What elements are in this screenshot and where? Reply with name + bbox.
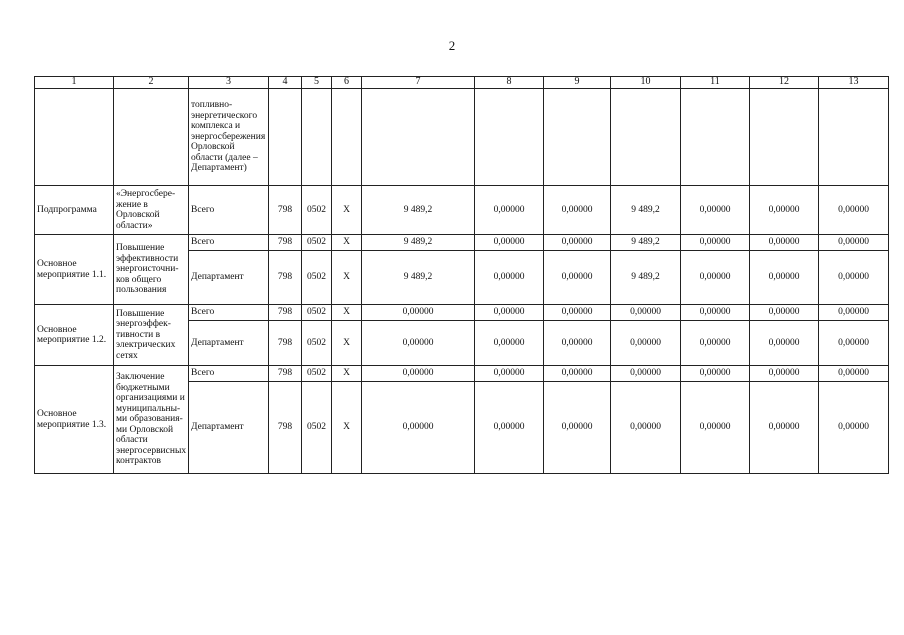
measure-row xyxy=(35,305,889,321)
executor-cell: Всего xyxy=(189,235,269,251)
table-cell xyxy=(114,89,189,186)
value-cell: 0,00000 xyxy=(475,366,544,382)
grbs-code-cell: 798 xyxy=(269,321,302,366)
target-code-cell: Х xyxy=(332,251,362,305)
value-cell: 0,00000 xyxy=(819,305,889,321)
measure-row xyxy=(35,366,889,382)
executor-cell: Департамент xyxy=(189,321,269,366)
value-cell: 0,00000 xyxy=(611,366,681,382)
value-cell: 0,00000 xyxy=(819,366,889,382)
value-cell: 0,00000 xyxy=(750,366,819,382)
section-code-cell: 0502 xyxy=(302,382,332,474)
column-number: 11 xyxy=(681,77,750,89)
table-cell xyxy=(35,89,114,186)
value-cell: 0,00000 xyxy=(475,321,544,366)
value-cell: 0,00000 xyxy=(544,235,611,251)
column-number: 2 xyxy=(114,77,189,89)
value-cell: 0,00000 xyxy=(475,305,544,321)
value-cell: 0,00000 xyxy=(681,305,750,321)
grbs-code-cell: 798 xyxy=(269,366,302,382)
column-number: 7 xyxy=(362,77,475,89)
target-code-cell: Х xyxy=(332,382,362,474)
table-cell xyxy=(475,89,544,186)
value-cell: 0,00000 xyxy=(475,382,544,474)
table-cell xyxy=(819,89,889,186)
value-cell: 0,00000 xyxy=(544,321,611,366)
value-cell: 0,00000 xyxy=(544,186,611,235)
continuation-row xyxy=(35,89,889,186)
value-cell: 0,00000 xyxy=(611,382,681,474)
target-code-cell: Х xyxy=(332,186,362,235)
section-code-cell: 0502 xyxy=(302,366,332,382)
executor-cell: Всего xyxy=(189,305,269,321)
section-code-cell: 0502 xyxy=(302,305,332,321)
value-cell: 0,00000 xyxy=(750,251,819,305)
value-cell: 0,00000 xyxy=(362,366,475,382)
value-cell: 0,00000 xyxy=(611,321,681,366)
value-cell: 0,00000 xyxy=(681,235,750,251)
target-code-cell: Х xyxy=(332,305,362,321)
grbs-code-cell: 798 xyxy=(269,235,302,251)
value-cell: 0,00000 xyxy=(544,366,611,382)
measure-row xyxy=(35,235,889,251)
value-cell: 0,00000 xyxy=(819,321,889,366)
value-cell: 0,00000 xyxy=(681,321,750,366)
section-code-cell: 0502 xyxy=(302,321,332,366)
table-cell xyxy=(750,89,819,186)
value-cell: 0,00000 xyxy=(819,251,889,305)
value-cell: 0,00000 xyxy=(750,382,819,474)
column-number: 3 xyxy=(189,77,269,89)
page-number: 2 xyxy=(448,38,456,53)
executor-cell: Департамент xyxy=(189,382,269,474)
section-code-cell: 0502 xyxy=(302,186,332,235)
row-title-cell: «Энергосбере-жение в Орловской области» xyxy=(114,186,189,235)
value-cell: 0,00000 xyxy=(362,382,475,474)
section-code-cell: 0502 xyxy=(302,251,332,305)
column-number: 4 xyxy=(269,77,302,89)
column-number: 13 xyxy=(819,77,889,89)
subprogram-row xyxy=(35,186,889,235)
table-cell xyxy=(681,89,750,186)
value-cell: 9 489,2 xyxy=(611,235,681,251)
table-cell xyxy=(332,89,362,186)
column-number: 12 xyxy=(750,77,819,89)
table-cell xyxy=(362,89,475,186)
column-number: 8 xyxy=(475,77,544,89)
column-number: 6 xyxy=(332,77,362,89)
value-cell: 9 489,2 xyxy=(611,186,681,235)
budget-table xyxy=(34,76,889,474)
value-cell: 0,00000 xyxy=(681,366,750,382)
table-cell xyxy=(269,89,302,186)
responsible-executor-cell: топливно-энергетического комплекса и энергосбережения Орловской области (далее – Департамент) xyxy=(189,89,269,186)
section-code-cell: 0502 xyxy=(302,235,332,251)
row-type-cell: Подпрограмма xyxy=(35,186,114,235)
value-cell: 0,00000 xyxy=(362,305,475,321)
row-title-cell: Заключение бюджетными организациями и муниципальны-ми образования-ми Орловской области энергосервисных контрактов xyxy=(114,366,189,474)
value-cell: 9 489,2 xyxy=(611,251,681,305)
value-cell: 9 489,2 xyxy=(362,251,475,305)
value-cell: 0,00000 xyxy=(475,186,544,235)
table-cell xyxy=(611,89,681,186)
value-cell: 0,00000 xyxy=(362,321,475,366)
value-cell: 0,00000 xyxy=(475,251,544,305)
grbs-code-cell: 798 xyxy=(269,382,302,474)
grbs-code-cell: 798 xyxy=(269,251,302,305)
table-cell xyxy=(302,89,332,186)
grbs-code-cell: 798 xyxy=(269,186,302,235)
row-title-cell: Повышение эффективности энергоисточни-ков общего пользования xyxy=(114,235,189,305)
value-cell: 0,00000 xyxy=(819,382,889,474)
target-code-cell: Х xyxy=(332,235,362,251)
executor-cell: Всего xyxy=(189,186,269,235)
column-number-row xyxy=(35,77,889,89)
value-cell: 0,00000 xyxy=(475,235,544,251)
value-cell: 9 489,2 xyxy=(362,235,475,251)
row-title-cell: Повышение энергоэффек-тивности в электрических сетях xyxy=(114,305,189,366)
column-number: 9 xyxy=(544,77,611,89)
value-cell: 0,00000 xyxy=(544,382,611,474)
row-type-cell: Основное мероприятие 1.1. xyxy=(35,235,114,305)
value-cell: 0,00000 xyxy=(544,251,611,305)
value-cell: 9 489,2 xyxy=(362,186,475,235)
value-cell: 0,00000 xyxy=(750,321,819,366)
value-cell: 0,00000 xyxy=(750,186,819,235)
value-cell: 0,00000 xyxy=(611,305,681,321)
grbs-code-cell: 798 xyxy=(269,305,302,321)
value-cell: 0,00000 xyxy=(681,251,750,305)
target-code-cell: Х xyxy=(332,366,362,382)
value-cell: 0,00000 xyxy=(681,186,750,235)
value-cell: 0,00000 xyxy=(750,235,819,251)
row-type-cell: Основное мероприятие 1.3. xyxy=(35,366,114,474)
value-cell: 0,00000 xyxy=(819,235,889,251)
target-code-cell: Х xyxy=(332,321,362,366)
value-cell: 0,00000 xyxy=(819,186,889,235)
table-cell xyxy=(544,89,611,186)
column-number: 5 xyxy=(302,77,332,89)
column-number: 10 xyxy=(611,77,681,89)
column-number: 1 xyxy=(35,77,114,89)
value-cell: 0,00000 xyxy=(750,305,819,321)
executor-cell: Департамент xyxy=(189,251,269,305)
row-type-cell: Основное мероприятие 1.2. xyxy=(35,305,114,366)
value-cell: 0,00000 xyxy=(681,382,750,474)
value-cell: 0,00000 xyxy=(544,305,611,321)
executor-cell: Всего xyxy=(189,366,269,382)
